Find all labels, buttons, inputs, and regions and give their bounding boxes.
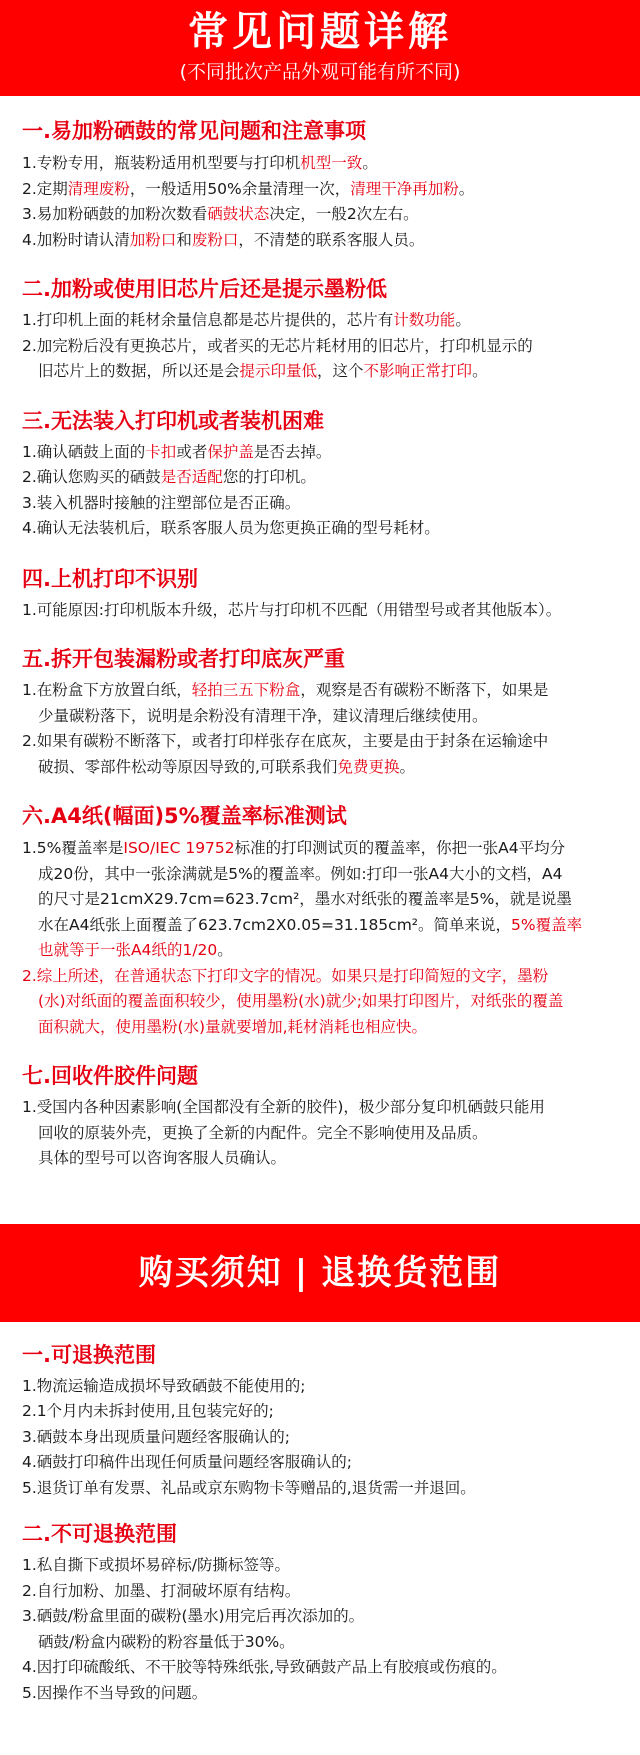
- highlighted-text: 废粉口: [191, 230, 239, 249]
- page-subtitle: (不同批次产品外观可能有所不同): [179, 61, 461, 83]
- item-text: 。: [472, 362, 488, 380]
- item-text: 。: [458, 179, 475, 198]
- item-text: 1.确认硒鼓上面的: [22, 442, 146, 461]
- highlighted-text: 轻拍三五下粉盒: [191, 681, 301, 699]
- item-text: 。: [362, 154, 378, 172]
- item-text: 您的打印机。: [222, 468, 316, 486]
- highlighted-text: 保护盖: [207, 442, 254, 461]
- section-title: 五.拆开包装漏粉或者打印底灰严重: [22, 647, 345, 671]
- item-text: 少量碳粉落下，说明是余粉没有清理干净，建议清理后继续使用。: [38, 706, 488, 725]
- item-text: 决定，一般2次左右。: [269, 205, 419, 223]
- highlighted-text: 2.综上所述，在普通状态下打印文字的情况。如果只是打印简短的文字，墨粉: [22, 966, 549, 985]
- list-item: [22, 598, 620, 624]
- item-text: 1.在粉盒下方放置白纸，: [22, 681, 192, 699]
- item-text: ，不清楚的联系客服人员。: [238, 230, 425, 249]
- item-text: 3.易加粉硒鼓的加粉次数看: [22, 205, 208, 223]
- highlighted-text: 提示印量低: [239, 362, 318, 380]
- faq-block: [0, 1040, 640, 1172]
- item-text: 水在A4纸张上面覆盖了623.7cm2X0.05=31.185cm²。简单来说，: [38, 915, 512, 934]
- list-item: [22, 678, 620, 704]
- item-text: 具体的型号可以咨询客服人员确认。: [38, 1149, 287, 1167]
- list-item: [22, 704, 620, 730]
- list-item: [22, 862, 620, 888]
- list-item: [22, 1476, 620, 1502]
- item-text: 破损、零部件松动等原因导致的,可联系我们: [38, 757, 338, 776]
- list-item: [22, 1146, 620, 1172]
- list-item: [22, 308, 620, 334]
- item-text: 3.硒鼓本身出现质量问题经客服确认的;: [22, 1427, 291, 1446]
- section-title: 二.不可退换范围: [22, 1522, 177, 1546]
- item-text: 2.确认您购买的硒鼓: [22, 468, 161, 486]
- item-text: 3.硒鼓/粉盒里面的碳粉(墨水)用完后再次添加的。: [22, 1607, 365, 1625]
- item-text: 2.如果有碳粉不断落下，或者打印样张存在底灰，主要是由于封条在运输途中: [22, 732, 549, 750]
- item-text: 1.受国内各种因素影响(全国都没有全新的胶件)，极少部分复印机硒鼓只能用: [22, 1098, 545, 1116]
- section-title: 七.回收件胶件问题: [22, 1064, 198, 1088]
- list-item: [22, 1450, 620, 1476]
- list-item: [22, 1655, 620, 1681]
- list-item: [22, 989, 620, 1015]
- list-item: [22, 1374, 620, 1400]
- item-text: 成20份，其中一张涂满就是5%的覆盖率。例如:打印一张A4大小的文档，A4: [38, 864, 563, 883]
- highlighted-text: 计数功能: [393, 311, 456, 329]
- list-item: [22, 887, 620, 913]
- list-item: [22, 151, 620, 177]
- list-item: [22, 729, 620, 755]
- item-text: 3.装入机器时接触的注塑部位是否正确。: [22, 493, 301, 512]
- highlighted-text: 卡扣: [145, 442, 177, 461]
- item-text: 2.加完粉后没有更换芯片，或者买的无芯片耗材用的旧芯片，打印机显示的: [22, 336, 533, 355]
- list-item: [22, 1121, 620, 1147]
- list-item: [22, 465, 620, 491]
- list-item: [22, 1015, 620, 1041]
- highlighted-text: 免费更换: [337, 757, 400, 776]
- item-text: 。: [455, 311, 471, 329]
- item-text: 2.定期: [22, 179, 68, 198]
- purchase-notice-banner: [0, 1224, 640, 1322]
- highlighted-text: 清理废粉: [67, 179, 130, 198]
- item-text: 。: [399, 757, 415, 776]
- item-text: 的尺寸是21cmX29.7cm=623.7cm²，墨水对纸张的覆盖率是5%，就是说墨: [38, 890, 572, 908]
- purchase-notice-title: 购买须知: [138, 1252, 283, 1293]
- item-text: 1.私自撕下或损坏易碎标/防撕标签等。: [22, 1556, 291, 1574]
- list-item: [22, 1553, 620, 1579]
- item-text: 1.物流运输造成损坏导致硒鼓不能使用的;: [22, 1376, 306, 1395]
- item-text: 2.1个月内未拆封使用,且包装完好的;: [22, 1402, 274, 1420]
- list-item: [22, 1399, 620, 1425]
- item-text: 4.因打印硫酸纸、不干胶等特殊纸张,导致硒鼓产品上有胶痕或伤痕的。: [22, 1658, 507, 1676]
- list-item: [22, 1095, 620, 1121]
- list-item: [22, 1579, 620, 1605]
- highlighted-text: 是否适配: [160, 468, 223, 486]
- returns-block: [0, 1322, 640, 1502]
- list-item: [22, 755, 620, 781]
- item-text: 回收的原装外壳，更换了全新的内配件。完全不影响使用及品质。: [38, 1123, 488, 1142]
- faq-block: [0, 253, 640, 385]
- faq-block: [0, 542, 640, 624]
- item-text: 1.可能原因:打印机版本升级，芯片与打印机不匹配（用错型号或者其他版本）。: [22, 600, 562, 619]
- faq-block: [0, 96, 640, 253]
- item-text: 标准的打印测试页的覆盖率，你把一张A4平均分: [234, 839, 566, 857]
- item-text: 或者: [176, 442, 208, 461]
- highlighted-text: 机型一致: [300, 154, 363, 172]
- item-text: 1.5%覆盖率是: [22, 839, 124, 857]
- item-text: 和: [176, 230, 192, 249]
- item-text: 1.专粉专用，瓶装粉适用机型要与打印机: [22, 154, 301, 172]
- list-item: [22, 964, 620, 990]
- list-item: [22, 913, 620, 939]
- banner-separator: |: [294, 1252, 310, 1293]
- section-title: 三.无法装入打印机或者装机困难: [22, 408, 324, 433]
- item-text: 是否去掉。: [253, 442, 332, 461]
- list-item: [22, 516, 620, 542]
- highlighted-text: 硒鼓状态: [207, 205, 270, 223]
- item-text: ，这个: [317, 362, 364, 380]
- item-text: ，观察是否有碳粉不断落下，如果是: [300, 681, 549, 699]
- list-item: [22, 491, 620, 517]
- item-text: 旧芯片上的数据，所以还是会: [38, 362, 240, 380]
- item-text: 2.自行加粉、加墨、打洞破坏原有结构。: [22, 1581, 301, 1600]
- highlighted-text: 不影响正常打印: [363, 362, 473, 380]
- list-item: [22, 202, 620, 228]
- item-text: 5.退货订单有发票、礼品或京东购物卡等赠品的,退货需一并退回。: [22, 1478, 476, 1497]
- list-item: [22, 177, 620, 203]
- faq-block: [0, 623, 640, 780]
- return-scope-title: 退换货范围: [321, 1252, 502, 1293]
- section-title: 一.易加粉硒鼓的常见问题和注意事项: [22, 119, 366, 143]
- faq-section: [0, 96, 640, 1224]
- item-text: 硒鼓/粉盒内碳粉的粉容量低于30%。: [38, 1632, 295, 1651]
- list-item: [22, 228, 620, 254]
- item-text: 4.确认无法装机后，联系客服人员为您更换正确的型号耗材。: [22, 519, 440, 537]
- highlighted-text: 加粉口: [129, 230, 177, 249]
- list-item: [22, 359, 620, 385]
- faq-header-banner: [0, 0, 640, 96]
- list-item: [22, 1681, 620, 1707]
- highlighted-text: ISO/IEC 19752: [123, 839, 235, 857]
- section-title: 四.上机打印不识别: [22, 566, 198, 591]
- highlighted-text: 清理干净再加粉: [350, 179, 459, 198]
- section-title: 二.加粉或使用旧芯片后还是提示墨粉低: [22, 277, 387, 301]
- item-text: 1.打印机上面的耗材余量信息都是芯片提供的，芯片有: [22, 311, 394, 329]
- highlighted-text: 也就等于一张A4纸的1/20: [38, 941, 218, 959]
- returns-section: [0, 1322, 640, 1707]
- item-text: 。: [217, 941, 233, 959]
- page-title: 常见问题详解: [188, 9, 452, 55]
- list-item: [22, 1425, 620, 1451]
- item-text: 5.因操作不当导致的问题。: [22, 1683, 208, 1702]
- list-item: [22, 938, 620, 964]
- item-text: 4.硒鼓打印稿件出现任何质量问题经客服确认的;: [22, 1453, 353, 1471]
- item-text: 4.加粉时请认清: [22, 230, 130, 249]
- faq-block: [0, 385, 640, 542]
- returns-block: [0, 1501, 640, 1706]
- highlighted-text: 5%覆盖率: [511, 915, 583, 934]
- list-item: [22, 1630, 620, 1656]
- list-item: [22, 1604, 620, 1630]
- section-title: 一.可退换范围: [22, 1342, 156, 1367]
- list-item: [22, 440, 620, 466]
- section-title: 六.A4纸(幅面)5%覆盖率标准测试: [22, 804, 347, 828]
- highlighted-text: (水)对纸面的覆盖面积较少，使用墨粉(水)就少;如果打印图片，对纸张的覆盖: [38, 992, 564, 1010]
- highlighted-text: 面积就大，使用墨粉(水)量就要增加,耗材消耗也相应快。: [38, 1017, 428, 1036]
- list-item: [22, 836, 620, 862]
- faq-block: [0, 780, 640, 1040]
- list-item: [22, 334, 620, 360]
- item-text: ，一般适用50%余量清理一次，: [129, 179, 351, 198]
